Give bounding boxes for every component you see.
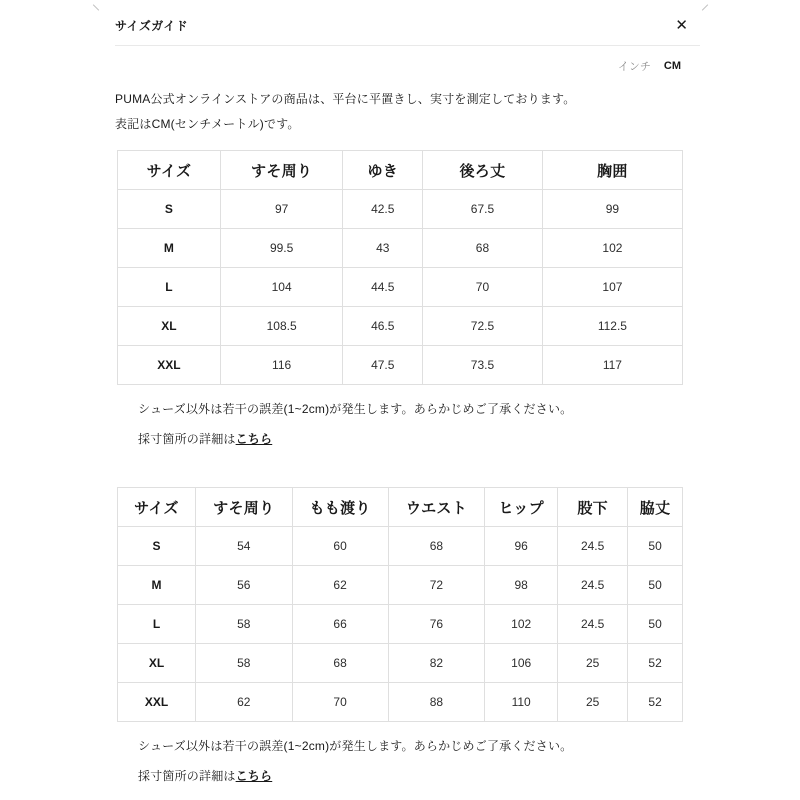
column-header: ヒップ bbox=[485, 488, 558, 527]
size-value-cell: 52 bbox=[628, 683, 683, 722]
corner-artifact-mark bbox=[702, 4, 708, 10]
size-value-cell: 70 bbox=[423, 268, 543, 307]
size-value-cell: 60 bbox=[292, 527, 388, 566]
size-label-cell: M bbox=[118, 566, 196, 605]
intro-line-2: 表記はCM(センチメートル)です。 bbox=[115, 117, 300, 131]
table-header-row bbox=[118, 151, 683, 190]
unit-option-inch[interactable]: インチ bbox=[617, 61, 651, 73]
size-value-cell: 66 bbox=[292, 605, 388, 644]
size-value-cell: 62 bbox=[195, 683, 292, 722]
size-value-cell: 96 bbox=[485, 527, 558, 566]
size-value-cell: 52 bbox=[628, 644, 683, 683]
table-row bbox=[118, 229, 683, 268]
size-value-cell: 104 bbox=[220, 268, 343, 307]
table-row bbox=[118, 307, 683, 346]
size-value-cell: 44.5 bbox=[343, 268, 423, 307]
column-header: もも渡り bbox=[292, 488, 388, 527]
column-header: 脇丈 bbox=[628, 488, 683, 527]
size-value-cell: 106 bbox=[485, 644, 558, 683]
size-value-cell: 24.5 bbox=[558, 605, 628, 644]
size-value-cell: 68 bbox=[423, 229, 543, 268]
size-label-cell: S bbox=[118, 527, 196, 566]
size-value-cell: 50 bbox=[628, 605, 683, 644]
column-header: ウエスト bbox=[388, 488, 485, 527]
measurement-detail-line bbox=[138, 429, 800, 449]
page-title: サイズガイド bbox=[115, 19, 189, 33]
table-row bbox=[118, 527, 683, 566]
note-block-bottoms bbox=[138, 736, 800, 786]
size-value-cell: 25 bbox=[558, 683, 628, 722]
table-row bbox=[118, 268, 683, 307]
size-value-cell: 102 bbox=[542, 229, 682, 268]
measurement-detail-link[interactable]: こちら bbox=[235, 769, 273, 783]
size-value-cell: 82 bbox=[388, 644, 485, 683]
size-value-cell: 70 bbox=[292, 683, 388, 722]
size-value-cell: 68 bbox=[388, 527, 485, 566]
table-row bbox=[118, 190, 683, 229]
size-value-cell: 42.5 bbox=[343, 190, 423, 229]
column-header: 胸囲 bbox=[542, 151, 682, 190]
column-header: サイズ bbox=[118, 488, 196, 527]
unit-toggle bbox=[115, 58, 681, 74]
link-prefix-text: 採寸箇所の詳細は bbox=[138, 769, 236, 783]
size-value-cell: 68 bbox=[292, 644, 388, 683]
size-value-cell: 72.5 bbox=[423, 307, 543, 346]
column-header: 股下 bbox=[558, 488, 628, 527]
table-row bbox=[118, 683, 683, 722]
size-value-cell: 97 bbox=[220, 190, 343, 229]
column-header: 後ろ丈 bbox=[423, 151, 543, 190]
size-value-cell: 46.5 bbox=[343, 307, 423, 346]
table-row bbox=[118, 566, 683, 605]
size-value-cell: 73.5 bbox=[423, 346, 543, 385]
size-value-cell: 98 bbox=[485, 566, 558, 605]
unit-option-cm[interactable]: CM bbox=[663, 60, 681, 72]
size-value-cell: 99.5 bbox=[220, 229, 343, 268]
measurement-detail-link[interactable]: こちら bbox=[235, 432, 273, 446]
size-value-cell: 108.5 bbox=[220, 307, 343, 346]
intro-text bbox=[115, 87, 800, 137]
size-value-cell: 76 bbox=[388, 605, 485, 644]
corner-artifact-mark bbox=[93, 4, 99, 10]
size-label-cell: XXL bbox=[118, 346, 221, 385]
column-header: すそ周り bbox=[195, 488, 292, 527]
column-header: ゆき bbox=[343, 151, 423, 190]
table-header-row bbox=[118, 488, 683, 527]
size-value-cell: 58 bbox=[195, 605, 292, 644]
size-value-cell: 24.5 bbox=[558, 566, 628, 605]
size-table-bottoms bbox=[117, 487, 683, 722]
size-label-cell: L bbox=[118, 268, 221, 307]
size-label-cell: L bbox=[118, 605, 196, 644]
measurement-detail-line bbox=[138, 766, 800, 786]
size-value-cell: 116 bbox=[220, 346, 343, 385]
size-value-cell: 50 bbox=[628, 527, 683, 566]
size-value-cell: 47.5 bbox=[343, 346, 423, 385]
column-header: すそ周り bbox=[220, 151, 343, 190]
size-label-cell: XXL bbox=[118, 683, 196, 722]
size-label-cell: S bbox=[118, 190, 221, 229]
note-block-tops bbox=[138, 399, 800, 449]
size-value-cell: 99 bbox=[542, 190, 682, 229]
size-value-cell: 50 bbox=[628, 566, 683, 605]
size-value-cell: 117 bbox=[542, 346, 682, 385]
size-value-cell: 102 bbox=[485, 605, 558, 644]
size-value-cell: 72 bbox=[388, 566, 485, 605]
size-value-cell: 43 bbox=[343, 229, 423, 268]
size-value-cell: 62 bbox=[292, 566, 388, 605]
size-value-cell: 67.5 bbox=[423, 190, 543, 229]
tolerance-note: シューズ以外は若干の誤差(1~2cm)が発生します。あらかじめご了承ください。 bbox=[138, 402, 573, 416]
size-value-cell: 24.5 bbox=[558, 527, 628, 566]
size-label-cell: XL bbox=[118, 307, 221, 346]
size-value-cell: 112.5 bbox=[542, 307, 682, 346]
close-icon[interactable]: ✕ bbox=[675, 17, 688, 34]
intro-line-1: PUMA公式オンラインストアの商品は、平台に平置きし、実寸を測定しております。 bbox=[115, 92, 576, 106]
size-value-cell: 110 bbox=[485, 683, 558, 722]
size-table-tops bbox=[117, 150, 683, 385]
size-value-cell: 25 bbox=[558, 644, 628, 683]
size-value-cell: 54 bbox=[195, 527, 292, 566]
size-value-cell: 56 bbox=[195, 566, 292, 605]
size-label-cell: M bbox=[118, 229, 221, 268]
column-header: サイズ bbox=[118, 151, 221, 190]
table-row bbox=[118, 346, 683, 385]
size-label-cell: XL bbox=[118, 644, 196, 683]
size-value-cell: 88 bbox=[388, 683, 485, 722]
table-row bbox=[118, 644, 683, 683]
size-value-cell: 107 bbox=[542, 268, 682, 307]
tolerance-note: シューズ以外は若干の誤差(1~2cm)が発生します。あらかじめご了承ください。 bbox=[138, 739, 573, 753]
size-value-cell: 58 bbox=[195, 644, 292, 683]
modal-header bbox=[115, 0, 700, 46]
link-prefix-text: 採寸箇所の詳細は bbox=[138, 432, 236, 446]
table-row bbox=[118, 605, 683, 644]
